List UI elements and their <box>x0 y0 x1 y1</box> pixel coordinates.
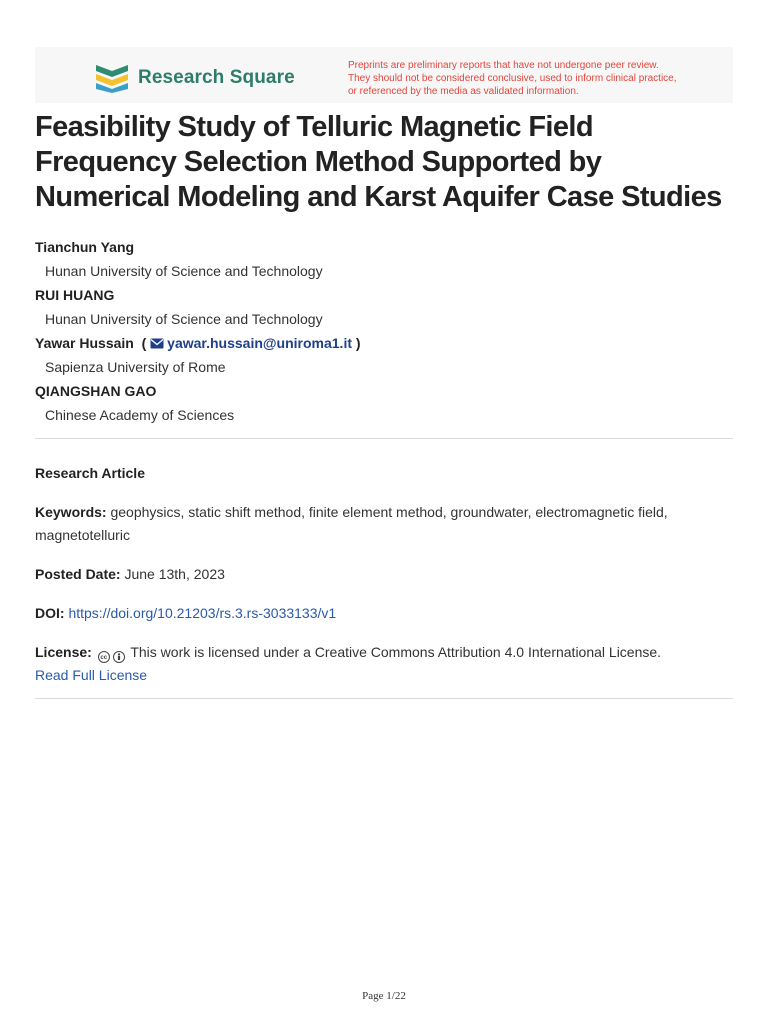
brand-name: Research Square <box>138 67 295 88</box>
keywords <box>35 501 735 547</box>
paren-open: ( <box>137 335 147 351</box>
disclaimer-line: Preprints are preliminary reports that have not undergone peer review. <box>348 60 659 71</box>
author-name: RUI HUANG <box>35 287 115 303</box>
license <box>35 641 735 687</box>
keywords-label: Keywords: <box>35 504 107 520</box>
divider <box>35 438 733 439</box>
divider <box>35 698 733 699</box>
license-text: This work is licensed under a Creative Commons Attribution 4.0 International License. <box>130 644 662 660</box>
article-type <box>35 462 735 485</box>
author-affiliation: Hunan University of Science and Technology <box>45 311 323 327</box>
author-affiliation: Sapienza University of Rome <box>45 359 226 375</box>
envelope-icon <box>150 338 164 349</box>
cc-license-icons[interactable] <box>98 651 125 663</box>
preprint-disclaimer <box>348 59 708 98</box>
research-square-logo[interactable] <box>94 63 295 93</box>
read-full-license-link[interactable]: Read Full License <box>35 667 148 683</box>
author-name: Yawar Hussain <box>35 335 134 351</box>
doi <box>35 602 735 625</box>
author-list <box>35 238 735 430</box>
disclaimer-line: or referenced by the media as validated information. <box>348 86 579 97</box>
article-type-label: Research Article <box>35 465 145 481</box>
doi-label: DOI: <box>35 605 65 621</box>
research-square-logo-icon <box>94 63 130 93</box>
keywords-value: geophysics, static shift method, finite element method, groundwater, electromagnetic field, magnetotelluric <box>35 504 668 543</box>
by-icon <box>113 651 125 663</box>
corresponding-author <box>35 334 735 358</box>
page-number: Page 1/22 <box>362 990 406 1002</box>
author-affiliation: Hunan University of Science and Technology <box>45 263 323 279</box>
author-affiliation: Chinese Academy of Sciences <box>45 407 235 423</box>
paper-title: Feasibility Study of Telluric Magnetic Field Frequency Selection Method Supported by Numerical Modeling and Karst Aquifer Case Studies <box>35 111 722 213</box>
author-email: yawar.hussain@uniroma1.it <box>167 335 352 351</box>
paren-close: ) <box>355 335 361 351</box>
author-email-link[interactable] <box>150 335 352 351</box>
cc-icon: cc <box>98 651 110 663</box>
author-name: Tianchun Yang <box>35 239 135 255</box>
author-name: QIANGSHAN GAO <box>35 383 157 399</box>
disclaimer-line: They should not be considered conclusive, used to inform clinical practice, <box>348 73 677 84</box>
doi-link[interactable]: https://doi.org/10.21203/rs.3.rs-3033133/v1 <box>68 605 337 621</box>
posted-date-value: June 13th, 2023 <box>124 566 225 582</box>
posted-date <box>35 563 735 586</box>
license-label: License: <box>35 644 92 660</box>
posted-date-label: Posted Date: <box>35 566 121 582</box>
